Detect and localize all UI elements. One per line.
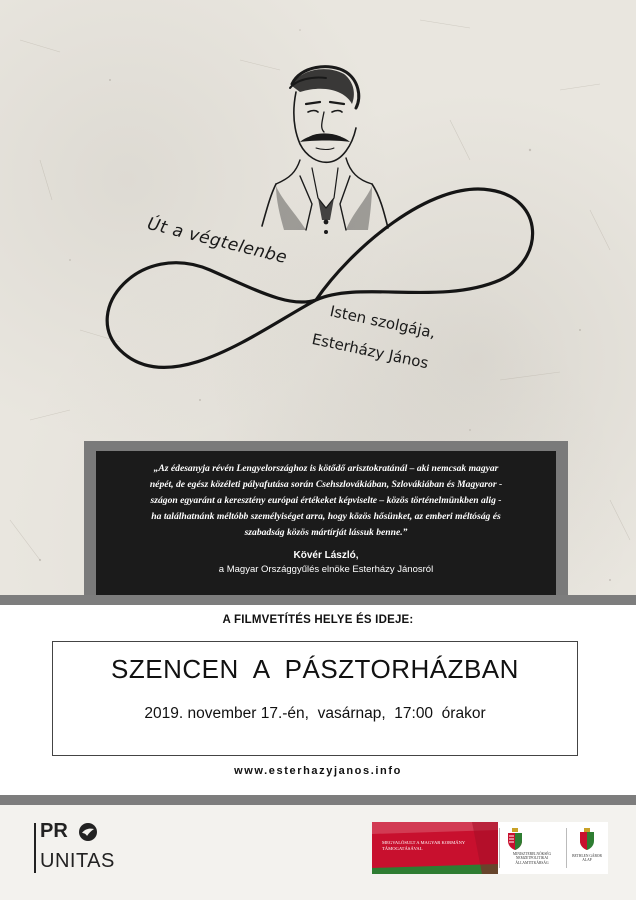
quote-line: szabadság közös mártírját lássuk benne.”: [244, 527, 408, 538]
divider-band-top: [0, 595, 636, 605]
quote-line: népét, de egész közéleti pályafutása során Csehszlovákiában, Szlovákiában és Magyaror -: [149, 479, 503, 490]
film-subtitle-line1: Isten szolgája,: [328, 302, 438, 342]
film-title: Út a végtelenbe: [145, 214, 290, 269]
bethlen-fund-icon: [578, 828, 596, 850]
quote-line: ha találhatnánk méltóbb személyiséget arra, hogy közös hősünket, az emberi méltóság és: [151, 511, 501, 522]
ministry-text: MINISZTERELNÖKSÉG NEMZETPOLITIKAI ÁLLAMTITKÁRSÁG: [512, 852, 552, 865]
pro-unitas-bottom-text: UNITAS: [40, 850, 115, 872]
screening-datetime: 2019. november 17.-én, vasárnap, 17:00 órakor: [144, 705, 486, 722]
government-support-logos: [372, 822, 608, 874]
quote-author-role: a Magyar Országgyűlés elnöke Esterházy Jánosról: [218, 564, 434, 575]
quote-line: szágon egyaránt a keresztény európai értékeket képviselte – közös történelmünkben alig -: [150, 495, 502, 506]
film-subtitle-line2: Esterházy János: [310, 330, 431, 373]
portrait-illustration: [0, 0, 636, 440]
screening-heading: A FILMVETÍTÉS HELYE ÉS IDEJE:: [222, 614, 414, 626]
quote-box: [96, 451, 556, 602]
pro-unitas-top-text: PR: [40, 820, 68, 842]
dove-icon: [78, 822, 98, 842]
pro-unitas-logo: [34, 820, 154, 880]
quote-author: Kövér László,: [293, 550, 359, 561]
fund-text: BETHLEN GÁBOR ALAP: [572, 854, 602, 863]
website-link[interactable]: www.esterhazyjanos.info: [234, 765, 402, 777]
venue-name: SZENCEN A PÁSZTORHÁZBAN: [111, 654, 519, 684]
logo-separator: [566, 828, 567, 868]
support-text: MEGVALÓSULT A MAGYAR KORMÁNY TÁMOGATÁSÁVAL: [382, 840, 466, 851]
divider-band-bottom: [0, 795, 636, 805]
pro-unitas-bar: [34, 823, 36, 873]
venue-box: [52, 641, 578, 756]
hungarian-crest-icon: [506, 828, 524, 850]
quote-line: „Az édesanyja révén Lengyelországhoz is kötődő arisztokratánál – aki nemcsak magyar: [153, 463, 499, 474]
quote-text: [110, 461, 542, 541]
